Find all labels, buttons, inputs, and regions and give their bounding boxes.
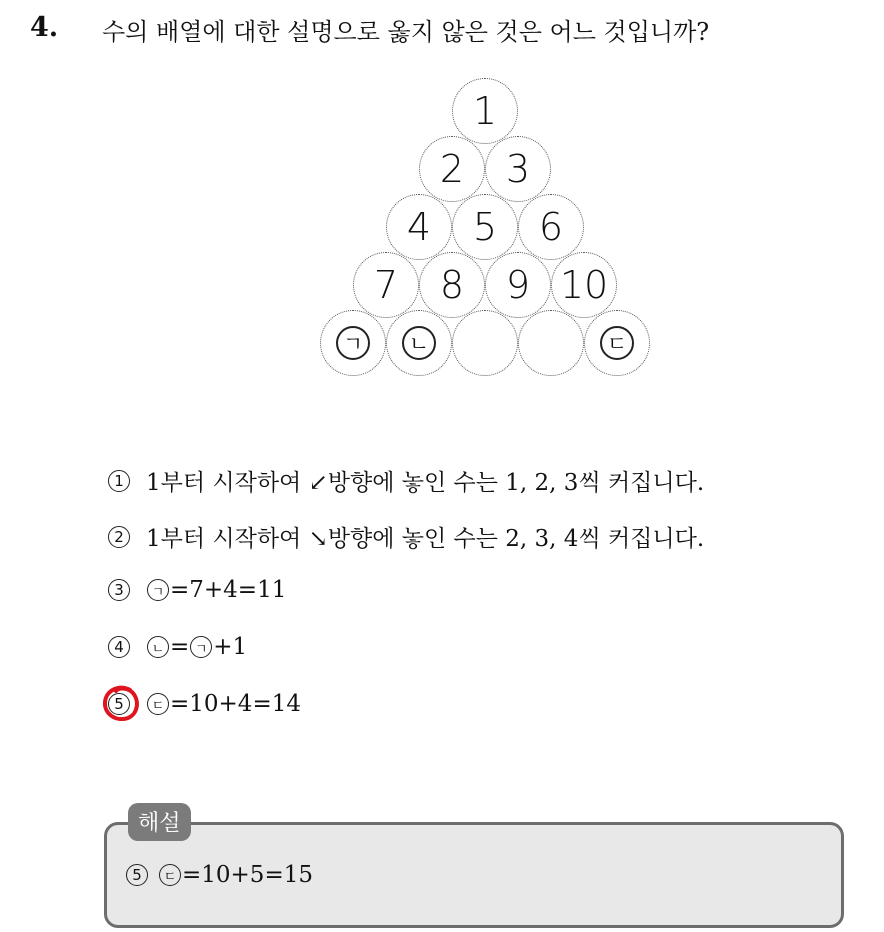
ball-letter: ㄷ [600,326,634,360]
ball [419,252,485,318]
ball [386,194,452,260]
explanation-title: 해설 [128,803,191,841]
ball-number: 2 [439,147,465,191]
question-text: 수의 배열에 대한 설명으로 옳지 않은 것은 어느 것입니까? [102,18,710,46]
choice-3[interactable] [108,577,286,603]
ball [485,136,551,202]
ball-empty [518,310,584,376]
choice-letter: ㄱ [147,579,169,601]
ball-number: 3 [505,147,531,191]
ball-number: 5 [472,205,498,249]
number-pyramid [0,0,884,420]
ball [584,310,650,376]
ball-letter: ㄴ [402,326,436,360]
choice-4[interactable] [108,634,247,660]
ball-number: 9 [505,263,531,307]
choice-1[interactable] [108,464,704,497]
answer-mark-icon [100,682,144,726]
choice-number: 1 [108,470,130,492]
ball [419,136,485,202]
ball-number: 4 [406,205,432,249]
choice-number: 5 [108,693,130,715]
choice-text: 1부터 시작하여 ↙방향에 놓인 수는 1, 2, 3씩 커집니다. [146,470,705,496]
choice-2[interactable] [108,520,704,553]
choice-letter: ㄴ [147,636,169,658]
ball [353,252,419,318]
choice-text: = [170,634,190,660]
choice-text: =10+4=14 [170,691,301,717]
explanation-number: 5 [126,864,148,886]
choice-number: 4 [108,636,130,658]
choice-text-2: +1 [213,634,248,660]
choice-letter: ㄷ [147,693,169,715]
ball [485,252,551,318]
choice-text: =7+4=11 [170,577,287,603]
ball-empty [452,310,518,376]
ball-number: 10 [559,263,609,307]
choice-number: 2 [108,526,130,548]
explanation-letter: ㄷ [159,864,181,886]
choice-number: 3 [108,579,130,601]
choice-letter-2: ㄱ [190,636,212,658]
ball-letter: ㄱ [336,326,370,360]
explanation-text [126,862,313,888]
ball [518,194,584,260]
ball [551,252,617,318]
ball-number: 7 [373,263,399,307]
choice-text: 1부터 시작하여 ↘방향에 놓인 수는 2, 3, 4씩 커집니다. [146,526,705,552]
ball [452,194,518,260]
ball [386,310,452,376]
explanation-equation: =10+5=15 [182,862,313,888]
ball-number: 1 [472,89,498,133]
question-number: 4. [30,12,59,43]
ball-number: 6 [538,205,564,249]
ball-number: 8 [439,263,465,307]
ball [320,310,386,376]
ball [452,78,518,144]
